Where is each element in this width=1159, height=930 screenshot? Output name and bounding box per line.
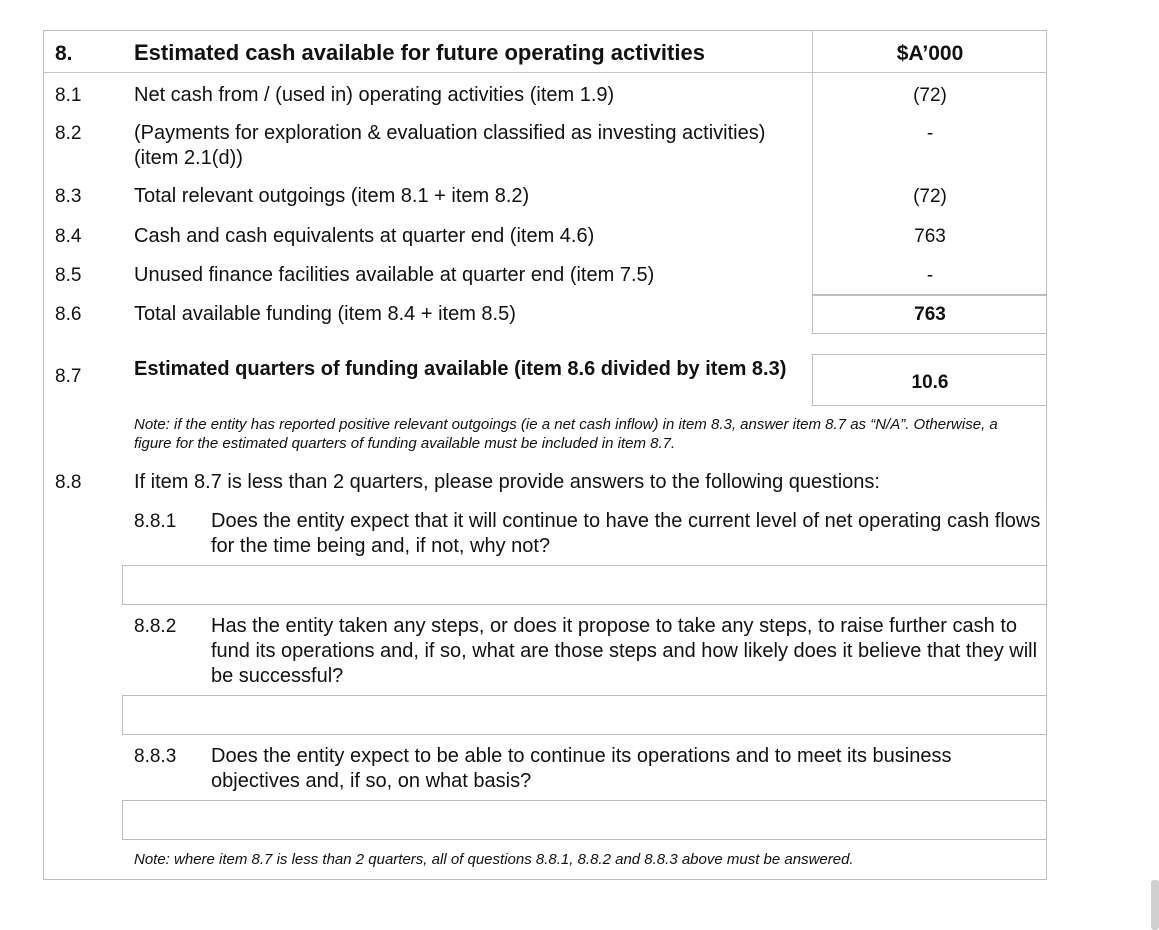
item87-number: 8.7	[55, 366, 82, 387]
unit-header: $A’000	[896, 42, 964, 65]
row-label: (Payments for exploration & evaluation classified as investing activities) (item 2.1(d))	[134, 122, 766, 169]
question-number: 8.8.3	[134, 746, 177, 767]
answer-field-881[interactable]	[122, 565, 1047, 605]
question-text: Does the entity expect that it will continue to have the current level of net operating cash flows for the time being and, if not, why not?	[211, 510, 1041, 557]
question-number: 8.8.1	[134, 511, 177, 532]
item88-label: If item 8.7 is less than 2 quarters, please provide answers to the following questions:	[134, 471, 880, 493]
row-number: 8.5	[55, 265, 82, 286]
row-value: 763	[914, 226, 946, 247]
row-number: 8.4	[55, 226, 82, 247]
item87-label: Estimated quarters of funding available (item 8.6 divided by item 8.3)	[134, 358, 787, 380]
row-value: (72)	[913, 186, 947, 207]
footer-note: Note: where item 8.7 is less than 2 quarters, all of questions 8.8.1, 8.8.2 and 8.8.3 above must be answered.	[134, 851, 854, 868]
row-number: 8.1	[55, 85, 82, 106]
item88-number: 8.8	[55, 472, 82, 493]
row-value-total: 763	[914, 304, 946, 325]
row-number: 8.3	[55, 186, 82, 207]
row-value: -	[926, 265, 934, 286]
row-label: Total available funding (item 8.4 + item 8.5)	[134, 303, 516, 325]
question-number: 8.8.2	[134, 616, 177, 637]
row-number: 8.2	[55, 123, 82, 144]
item87-value: 10.6	[911, 372, 949, 393]
row-label: Net cash from / (used in) operating activities (item 1.9)	[134, 84, 615, 106]
row-label: Cash and cash equivalents at quarter end (item 4.6)	[134, 225, 595, 247]
item87-note: Note: if the entity has reported positive relevant outgoings (ie a net cash inflow) in item 8.3, answer item 8.7 as “N/A”. Otherwise, a figure for the estimated quarters of funding available must be included in item 8.7.	[134, 416, 998, 452]
answer-field-882[interactable]	[122, 695, 1047, 735]
row-value: (72)	[913, 85, 947, 106]
scrollbar-thumb[interactable]	[1151, 880, 1159, 930]
question-text: Does the entity expect to be able to continue its operations and to meet its business objectives and, if so, on what basis?	[211, 745, 952, 792]
question-text: Has the entity taken any steps, or does it propose to take any steps, to raise further cash to fund its operations and, if so, what are those steps and how likely does it believe that they will be successful?	[211, 615, 1038, 687]
header-divider	[43, 72, 1047, 73]
section-title: Estimated cash available for future operating activities	[134, 40, 705, 65]
section-number: 8.	[55, 42, 73, 65]
row-label: Total relevant outgoings (item 8.1 + item 8.2)	[134, 185, 530, 207]
row-number: 8.6	[55, 304, 82, 325]
row-label: Unused finance facilities available at quarter end (item 7.5)	[134, 264, 655, 286]
answer-field-883[interactable]	[122, 800, 1047, 840]
row-value: -	[926, 123, 934, 144]
